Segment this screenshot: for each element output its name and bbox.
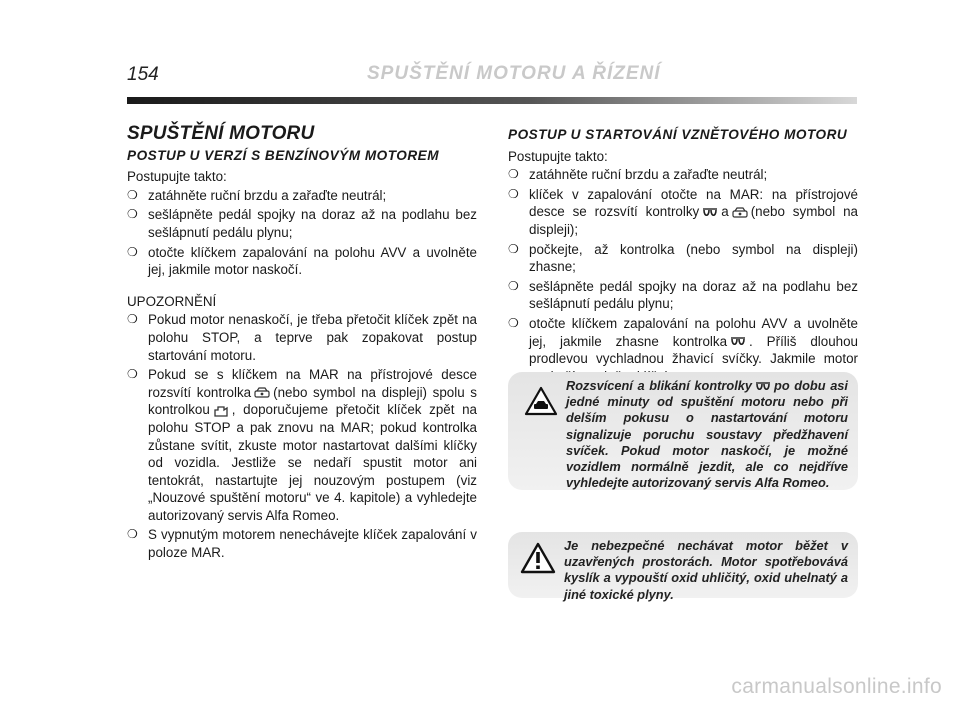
petrol-intro: Postupujte takto: <box>127 169 227 185</box>
diesel-steps <box>508 166 858 385</box>
list-item: ❍ Pokud se s klíčkem na MAR na přístrojové desce rozsvítí kontrolka (nebo symbol na displeji) spolu s kontrolkou , doporučujeme přetočit klíček zpět na polohu STOP a pak znovu na MAR; pokud kontrolka zůstane svítit, zkuste motor nastartovat dalšími klíčky od vozidla. Jestliže se nedaří spustit motor ani tentokrát, nastartujte jej nouzovým postupem (viz „Nouzové spuštění motoru“ ve 4. kapitole) a vyhledejte autorizovaný servis Alfa Romeo. <box>127 367 477 523</box>
immobilizer-car-icon <box>254 386 270 400</box>
list-item: ❍ Pokud motor nenaskočí, je třeba přetočit klíček zpět na polohu STOP, a teprve pak zopakovat postup startování motoru. <box>127 312 477 363</box>
section-title: SPUŠTĚNÍ MOTORU <box>127 123 315 144</box>
right-column <box>508 120 858 387</box>
page-header <box>127 62 857 90</box>
warning-list <box>127 311 477 561</box>
list-item: ❍ sešlápněte pedál spojky na doraz až na podlahu bez sešlápnutí pedálu plynu; <box>127 207 477 240</box>
immobilizer-car-icon <box>732 206 748 220</box>
diesel-subtitle: POSTUP U STARTOVÁNÍ VZNĚTOVÉHO MOTORU <box>508 127 848 142</box>
list-item: ❍ otočte klíčkem zapalování na polohu AVV a uvolněte jej, jakmile motor naskočí. <box>127 244 477 278</box>
bullet-icon: ❍ <box>508 241 519 256</box>
running-title: SPUŠTĚNÍ MOTORU A ŘÍZENÍ <box>367 63 661 84</box>
bullet-icon: ❍ <box>508 278 519 293</box>
bullet-icon: ❍ <box>127 187 138 202</box>
left-column <box>127 120 477 564</box>
glow-plug-icon <box>702 206 718 220</box>
bullet-icon: ❍ <box>508 167 519 182</box>
note-box <box>508 372 858 490</box>
bullet-icon: ❍ <box>127 244 138 259</box>
note-text: Rozsvícení a blikání kontrolky po dobu asi jedné minuty od spuštění motoru nebo při delším pokusu o nastartování motoru signalizuje poruchu soustavy předžhavení svíček. Pokud motor naskočí, je možné vozidlem normálně jezdit, ale co nejdříve vyhledejte autorizovaný servis Alfa Romeo. <box>566 378 848 491</box>
bullet-icon: ❍ <box>127 312 138 327</box>
bullet-icon: ❍ <box>508 315 519 330</box>
list-item: ❍ zatáhněte ruční brzdu a zařaďte neutrál; <box>127 187 387 203</box>
warning-label: UPOZORNĚNÍ <box>127 293 217 309</box>
petrol-subtitle: POSTUP U VERZÍ S BENZÍNOVÝM MOTOREM <box>127 147 440 163</box>
glow-plug-icon <box>755 380 771 394</box>
bullet-icon: ❍ <box>127 207 138 222</box>
petrol-steps <box>127 187 477 279</box>
bullet-icon: ❍ <box>127 367 138 382</box>
bullet-icon: ❍ <box>127 527 138 542</box>
list-item: ❍ počkejte, až kontrolka (nebo symbol na displeji) zhasne; <box>508 241 858 275</box>
warning-triangle-icon <box>524 386 558 416</box>
page-number: 154 <box>127 64 159 85</box>
danger-triangle-icon <box>520 542 556 574</box>
list-item: ❍ otočte klíčkem zapalování na polohu AVV a uvolněte jej, jakmile zhasne kontrolka . Příliš dlouhou prodlevou vychladnou žhavicí svíčky. Jakmile motor <box>508 315 859 367</box>
diesel-intro: Postupujte takto: <box>508 148 608 164</box>
danger-text: Je nebezpečné nechávat motor běžet v uzavřených prostorách. Motor spotřebovává kyslík a vypouští oxid uhličitý, oxid uhelnatý a jiné toxické plyny. <box>564 538 848 602</box>
list-item: ❍ zatáhněte ruční brzdu a zařaďte neutrál; <box>508 167 768 183</box>
bullet-icon: ❍ <box>508 186 519 201</box>
glow-plug-icon <box>730 335 746 349</box>
list-item: ❍ klíček v zapalování otočte na MAR: na přístrojové desce se rozsvítí kontrolky a (nebo symbol na displeji); <box>508 186 858 237</box>
list-item: ❍ S vypnutým motorem nenechávejte klíček zapalování v poloze MAR. <box>127 527 477 561</box>
watermark: carmanualsonline.info <box>731 675 942 698</box>
list-item: ❍ sešlápněte pedál spojky na doraz až na podlahu bez sešlápnutí pedálu plynu; <box>508 278 858 312</box>
header-rule <box>127 97 857 104</box>
engine-failure-icon <box>213 404 229 418</box>
danger-box <box>508 532 858 602</box>
